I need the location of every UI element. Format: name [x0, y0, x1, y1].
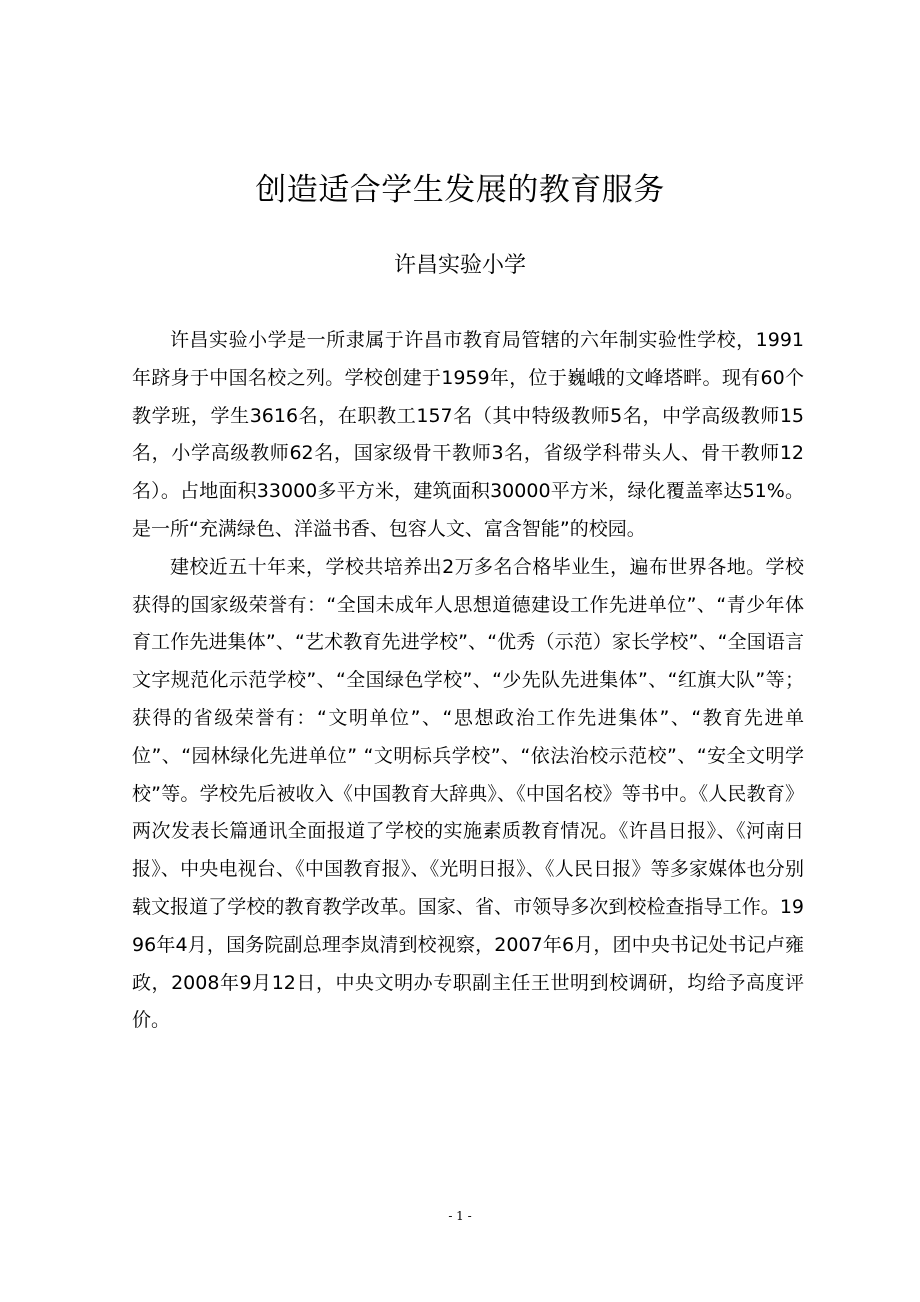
- paragraph-intro: 许昌实验小学是一所隶属于许昌市教育局管辖的六年制实验性学校，1991年跻身于中国名校之列。学校创建于1959年，位于巍峨的文峰塔畔。现有60个教学班，学生3616名，在职教工157名（其中特级教师5名，中学高级教师15名，小学高级教师62名，国家级骨干教师3名，省级学科带头人、骨干教师12名）。占地面积33000多平方米，建筑面积30000平方米，绿化覆盖率达51%。是一所“充满绿色、洋溢书香、包容人文、富含智能”的校园。: [132, 329, 804, 540]
- paragraph-honors: 建校近五十年来，学校共培养出2万多名合格毕业生，遍布世界各地。学校获得的国家级荣誉有：“全国未成年人思想道德建设工作先进单位”、“青少年体育工作先进集体”、“艺术教育先进学校”、“优秀（示范）家长学校”、“全国语言文字规范化示范学校”、“全国绿色学校”、“少先队先进集体”、“红旗大队”等；获得的省级荣誉有：“文明单位”、“思想政治工作先进集体”、“教育先进单位”、“园林绿化先进单位” “文明标兵学校”、“依法治校示范校”、“安全文明学校”等。学校先后被收入《中国教育大辞典》、《中国名校》等书中。《人民教育》两次发表长篇通讯全面报道了学校的实施素质教育情况。《许昌日报》、《河南日报》、中央电视台、《中国教育报》、《光明日报》、《人民日报》等多家媒体也分别载文报道了学校的教育教学改革。国家、省、市领导多次到校检查指导工作。1996年4月，国务院副总理李岚清到校视察，2007年6月，团中央书记处书记卢雍政，2008年9月12日，中央文明办专职副主任王世明到校调研，均给予高度评价。: [132, 555, 804, 1032]
- page-number: - 1 -: [448, 1209, 472, 1223]
- document-title: 创造适合学生发展的教育服务: [255, 172, 665, 208]
- document-body: [132, 322, 804, 1040]
- document-author: 许昌实验小学: [393, 253, 526, 278]
